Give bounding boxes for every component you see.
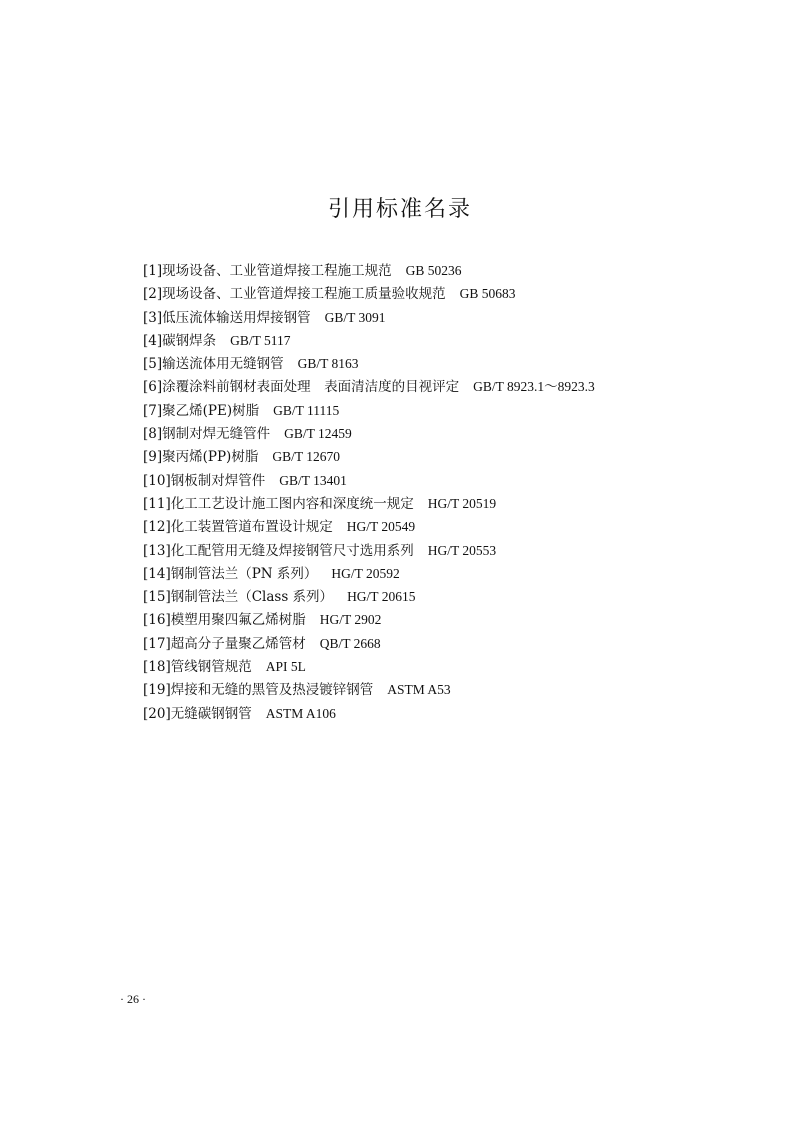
reference-title: [20]无缝碳钢钢管 — [143, 705, 252, 722]
list-item — [143, 539, 595, 562]
reference-title: [9]聚丙烯(PP)树脂 — [143, 449, 259, 466]
list-item — [143, 585, 595, 608]
list-item — [143, 632, 595, 655]
reference-title: [12]化工装置管道布置设计规定 — [143, 519, 333, 536]
standard-code: GB/T 8163 — [297, 356, 359, 372]
list-item — [143, 329, 595, 352]
reference-title: [14]钢制管法兰（PN 系列） — [143, 565, 318, 582]
reference-title: [4]碳钢焊条 — [143, 332, 217, 349]
standard-code: GB 50683 — [459, 286, 516, 302]
list-item — [143, 422, 595, 445]
standard-code: HG/T 2902 — [319, 612, 382, 628]
standard-code: GB/T 3091 — [324, 309, 386, 325]
reference-title: [13]化工配管用无缝及焊接钢管尺寸选用系列 — [143, 542, 414, 559]
reference-title: [11]化工工艺设计施工图内容和深度统一规定 — [143, 495, 414, 512]
standard-code: GB/T 12670 — [272, 449, 340, 465]
reference-title: [16]模塑用聚四氟乙烯树脂 — [143, 612, 306, 629]
reference-title: [18]管线钢管规范 — [143, 659, 252, 676]
list-item — [143, 469, 595, 492]
reference-list — [143, 259, 595, 725]
reference-title: [2]现场设备、工业管道焊接工程施工质量验收规范 — [143, 286, 446, 303]
page-number: · 26 · — [120, 992, 146, 1006]
reference-title: [17]超高分子量聚乙烯管材 — [143, 635, 306, 652]
standard-code: HG/T 20553 — [427, 542, 497, 558]
standard-code: GB/T 5117 — [230, 332, 291, 348]
reference-title: [15]钢制管法兰（Class 系列） — [143, 589, 334, 606]
standard-code: ASTM A106 — [265, 705, 336, 721]
reference-title: [7]聚乙烯(PE)树脂 — [143, 402, 260, 419]
list-item — [143, 678, 595, 701]
list-item — [143, 282, 595, 305]
list-item — [143, 655, 595, 678]
reference-title: [5]输送流体用无缝钢管 — [143, 356, 284, 373]
list-item — [143, 515, 595, 538]
standard-code: QB/T 2668 — [319, 635, 381, 651]
reference-title: [6]涂覆涂料前钢材表面处理 表面清洁度的目视评定 — [143, 379, 460, 396]
standard-code: HG/T 20549 — [346, 519, 416, 535]
standard-code: GB/T 11115 — [273, 402, 340, 418]
reference-title: [19]焊接和无缝的黑管及热浸镀锌钢管 — [143, 682, 374, 699]
list-item — [143, 375, 595, 398]
standard-code: GB/T 13401 — [279, 472, 347, 488]
reference-title: [8]钢制对焊无缝管件 — [143, 426, 271, 443]
standard-code: GB/T 8923.1～8923.3 — [473, 379, 595, 395]
list-item — [143, 492, 595, 515]
reference-title: [1]现场设备、工业管道焊接工程施工规范 — [143, 263, 392, 279]
standard-code: API 5L — [265, 659, 306, 675]
standard-code: ASTM A53 — [387, 682, 451, 698]
standard-code: GB 50236 — [405, 263, 462, 278]
list-item — [143, 702, 595, 725]
list-item — [143, 259, 595, 282]
standard-code: GB/T 12459 — [284, 426, 352, 442]
standard-code: HG/T 20592 — [331, 565, 400, 581]
list-item — [143, 608, 595, 631]
list-item — [143, 306, 595, 329]
standard-code: HG/T 20615 — [347, 589, 416, 605]
reference-title: [10]钢板制对焊管件 — [143, 472, 266, 489]
page-title: 引用标准名录 — [327, 197, 472, 222]
standard-code: HG/T 20519 — [427, 495, 497, 511]
reference-title: [3]低压流体输送用焊接钢管 — [143, 309, 311, 326]
list-item — [143, 445, 595, 468]
list-item — [143, 399, 595, 422]
list-item — [143, 562, 595, 585]
list-item — [143, 352, 595, 375]
